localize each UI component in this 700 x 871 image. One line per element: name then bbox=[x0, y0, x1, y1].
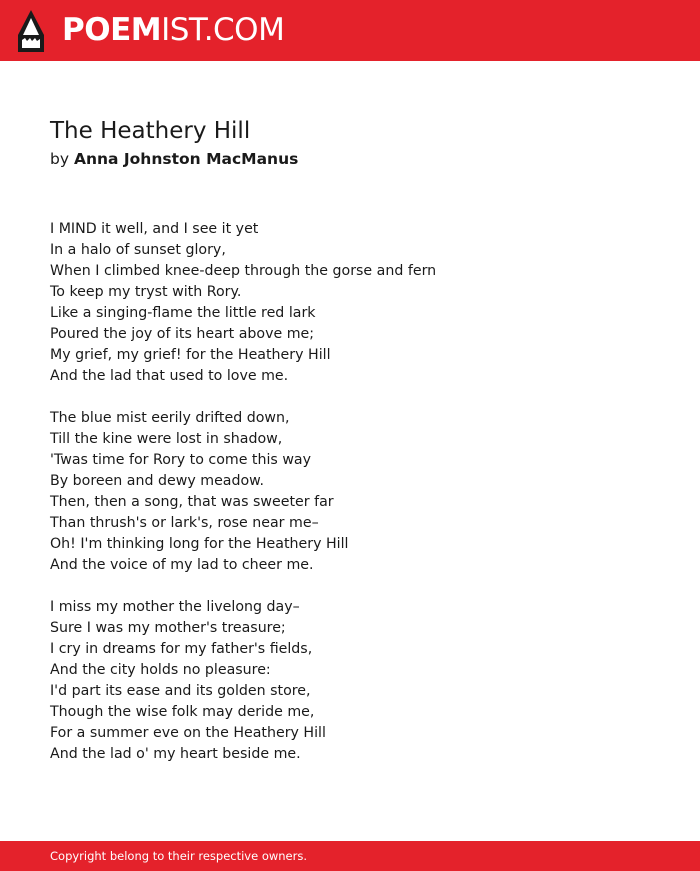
poem-line: When I climbed knee-deep through the gorse and fern bbox=[50, 263, 437, 279]
poem-body bbox=[50, 219, 650, 786]
poem-line: 'Twas time for Rory to come this way bbox=[50, 452, 312, 468]
poem-line: My grief, my grief! for the Heathery Hill bbox=[50, 347, 331, 363]
poem-line: By boreen and dewy meadow. bbox=[50, 473, 264, 489]
poem-line: I MIND it well, and I see it yet bbox=[50, 221, 259, 237]
poem-line: And the city holds no pleasure: bbox=[50, 662, 271, 678]
poem-line: Than thrush's or lark's, rose near me– bbox=[50, 515, 319, 531]
poem-author: Anna Johnston MacManus bbox=[73, 150, 299, 168]
copyright-notice: Copyright belong to their respective owners. bbox=[50, 849, 308, 863]
poem-stanza bbox=[50, 597, 650, 765]
poem-line: Like a singing-flame the little red lark bbox=[50, 305, 316, 321]
poem-line: And the lad o' my heart beside me. bbox=[50, 746, 301, 762]
poem-line: Oh! I'm thinking long for the Heathery Hill bbox=[50, 536, 349, 552]
poem-line: I cry in dreams for my father's fields, bbox=[50, 641, 313, 657]
poem-line: Poured the joy of its heart above me; bbox=[50, 326, 315, 342]
poem-line: And the lad that used to love me. bbox=[50, 368, 289, 384]
logo-text-light: IST.COM bbox=[161, 12, 285, 48]
site-footer bbox=[0, 841, 700, 871]
poem-byline bbox=[50, 148, 298, 170]
poem-stanza bbox=[50, 408, 650, 576]
logo-text-bold: POEM bbox=[62, 12, 162, 48]
poem-line: I miss my mother the livelong day– bbox=[50, 599, 300, 615]
poem-line: Though the wise folk may deride me, bbox=[50, 704, 315, 720]
poem-line: The blue mist eerily drifted down, bbox=[50, 410, 290, 426]
poem-line: Till the kine were lost in shadow, bbox=[50, 431, 283, 447]
poem-stanza bbox=[50, 219, 650, 387]
poem-line: I'd part its ease and its golden store, bbox=[50, 683, 311, 699]
poem-line: For a summer eve on the Heathery Hill bbox=[50, 725, 326, 741]
poem-line: And the voice of my lad to cheer me. bbox=[50, 557, 314, 573]
poem-line: Sure I was my mother's treasure; bbox=[50, 620, 286, 636]
site-logo[interactable] bbox=[62, 11, 284, 49]
poem-title: The Heathery Hill bbox=[50, 118, 251, 144]
pencil-logo-icon[interactable] bbox=[18, 10, 44, 52]
by-label: by bbox=[50, 150, 70, 168]
poem-line: Then, then a song, that was sweeter far bbox=[50, 494, 334, 510]
site-header bbox=[0, 0, 700, 61]
poem-line: To keep my tryst with Rory. bbox=[50, 284, 242, 300]
poem-line: In a halo of sunset glory, bbox=[50, 242, 226, 258]
